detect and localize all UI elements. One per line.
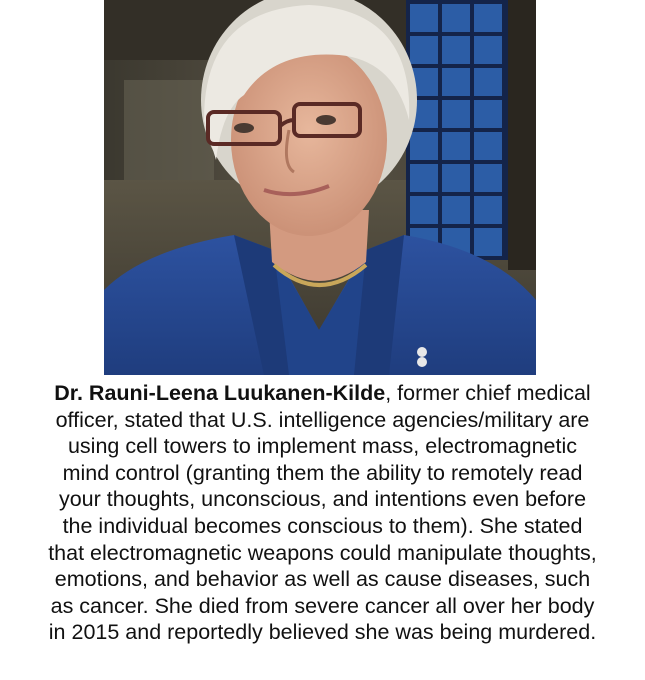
portrait-photo xyxy=(104,0,536,375)
caption-line: your thoughts, unconscious, and intentions even before xyxy=(58,487,587,512)
caption-line-1 xyxy=(0,380,645,407)
caption-line: using cell towers to implement mass, electromagnetic xyxy=(67,434,578,459)
glass-block-pillar xyxy=(406,0,536,270)
caption-line: that electromagnetic weapons could manipulate thoughts, xyxy=(48,540,597,565)
caption-line: emotions, and behavior as well as cause diseases, such xyxy=(54,567,591,592)
caption-line: in 2015 and reportedly believed she was being murdered. xyxy=(48,620,597,645)
caption-line-1-rest: , former chief medical xyxy=(385,381,591,405)
person-name: Dr. Rauni-Leena Luukanen-Kilde xyxy=(54,381,386,405)
caption-line: as cancer. She died from severe cancer all over her body xyxy=(50,593,595,618)
caption-line: the individual becomes conscious to them). She stated xyxy=(62,513,583,538)
caption-line: officer, stated that U.S. intelligence agencies/military are xyxy=(55,407,590,432)
caption-line: mind control (granting them the ability to remotely read xyxy=(62,460,583,485)
caption-text xyxy=(0,380,645,680)
